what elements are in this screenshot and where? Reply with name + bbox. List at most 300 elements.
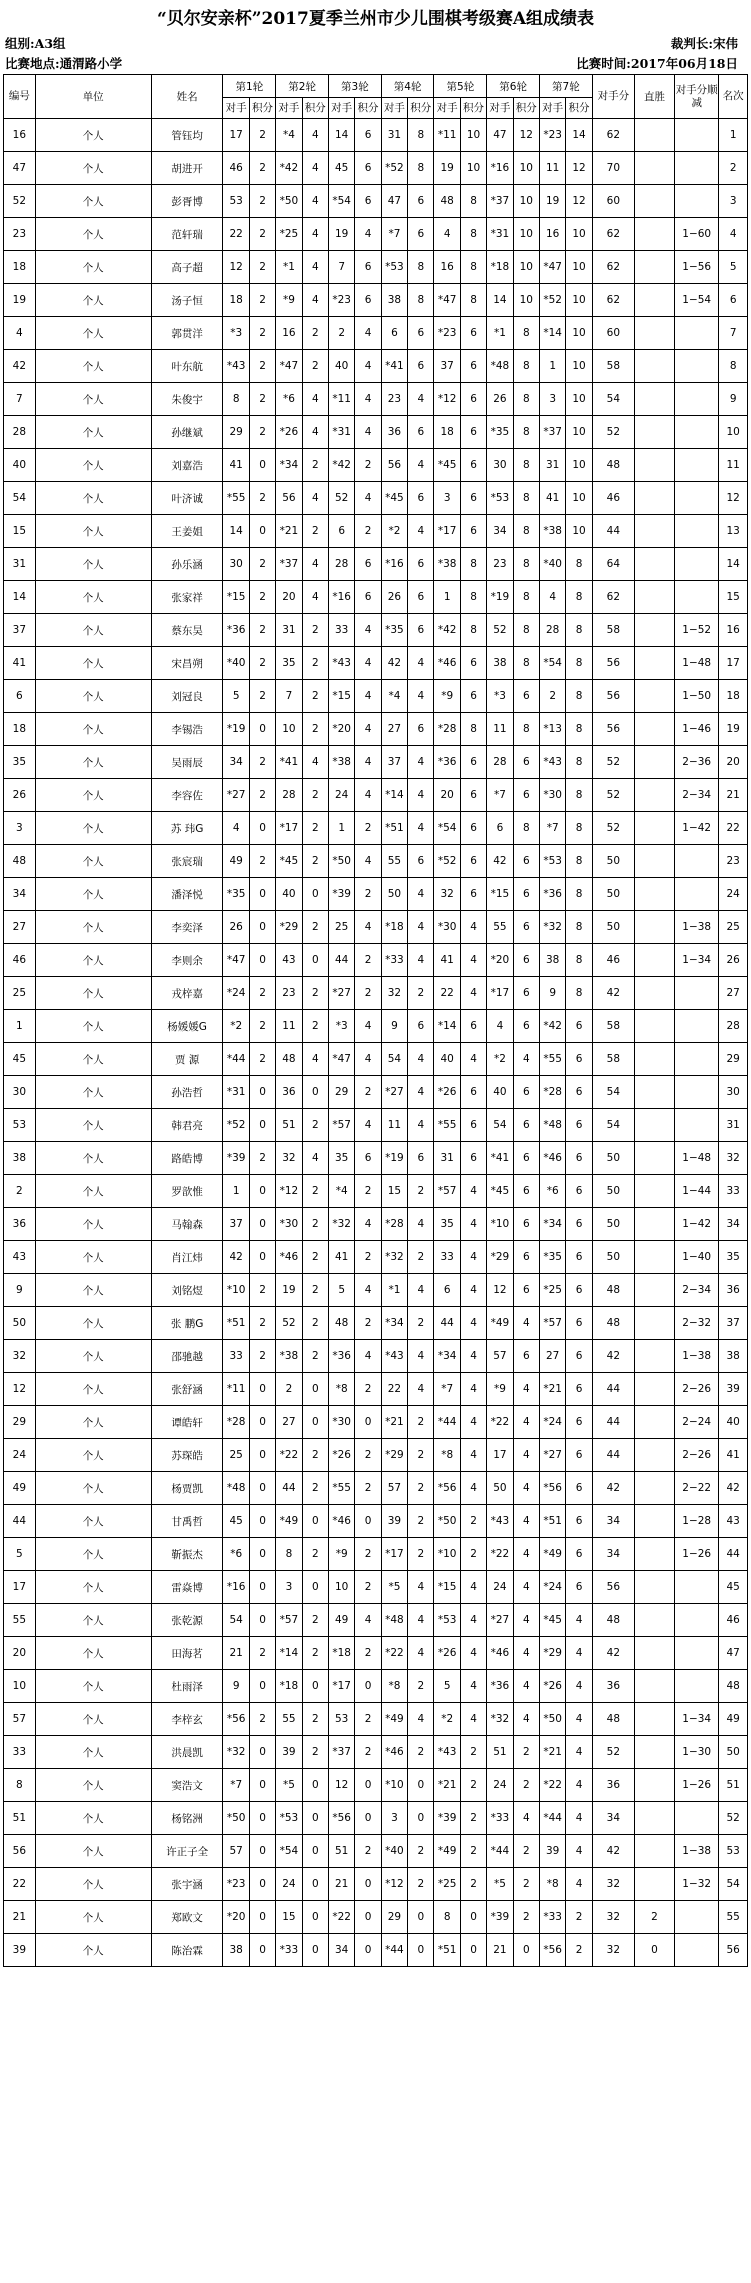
cell-r6-pts: 6	[513, 779, 539, 812]
cell-r3-pts: 0	[355, 1769, 381, 1802]
cell-r4-pts: 2	[408, 1505, 434, 1538]
cell-rank: 2	[719, 152, 748, 185]
cell-r6-pts: 6	[513, 911, 539, 944]
cell-direct	[634, 1835, 674, 1868]
cell-r2-opp: *5	[276, 1769, 302, 1802]
cell-r7-opp: *53	[539, 845, 565, 878]
cell-r1-opp: *35	[223, 878, 249, 911]
cell-direct	[634, 1274, 674, 1307]
cell-r3-opp: *31	[328, 416, 354, 449]
cell-direct	[634, 1208, 674, 1241]
cell-r1-pts: 0	[249, 1868, 275, 1901]
cell-r7-pts: 4	[566, 1637, 592, 1670]
cell-r1-opp: *56	[223, 1703, 249, 1736]
cell-r5-pts: 6	[460, 317, 486, 350]
cell-r4-opp: *46	[381, 1736, 407, 1769]
cell-r5-opp: *42	[434, 614, 460, 647]
cell-r3-opp: 40	[328, 350, 354, 383]
cell-rank: 42	[719, 1472, 748, 1505]
cell-num: 55	[4, 1604, 36, 1637]
table-row	[4, 449, 748, 482]
cell-r1-pts: 0	[249, 1835, 275, 1868]
cell-r4-opp: 9	[381, 1010, 407, 1043]
cell-name: 蔡东昊	[151, 614, 223, 647]
cell-unit: 个人	[35, 1637, 151, 1670]
cell-r3-pts: 2	[355, 1241, 381, 1274]
cell-rank: 28	[719, 1010, 748, 1043]
cell-r1-pts: 0	[249, 1373, 275, 1406]
cell-unit: 个人	[35, 1538, 151, 1571]
cell-r2-pts: 4	[302, 218, 328, 251]
cell-r2-opp: *21	[276, 515, 302, 548]
cell-r5-opp: *38	[434, 548, 460, 581]
cell-r6-opp: *22	[487, 1406, 513, 1439]
cell-name: 刘冠良	[151, 680, 223, 713]
cell-opp-order: 1−44	[675, 1175, 719, 1208]
table-row	[4, 977, 748, 1010]
cell-name: 张家祥	[151, 581, 223, 614]
cell-num: 42	[4, 350, 36, 383]
cell-opp-score: 50	[592, 1142, 634, 1175]
cell-r3-pts: 4	[355, 218, 381, 251]
cell-opp-order	[675, 383, 719, 416]
cell-r5-opp: *11	[434, 119, 460, 152]
cell-unit: 个人	[35, 1571, 151, 1604]
cell-r4-pts: 2	[408, 1670, 434, 1703]
table-row	[4, 1274, 748, 1307]
cell-name: 刘嘉浩	[151, 449, 223, 482]
cell-r2-opp: 31	[276, 614, 302, 647]
cell-r7-pts: 2	[566, 1901, 592, 1934]
cell-r6-opp: 4	[487, 1010, 513, 1043]
cell-opp-order	[675, 1637, 719, 1670]
cell-r6-opp: 11	[487, 713, 513, 746]
cell-opp-order	[675, 119, 719, 152]
cell-r6-opp: *39	[487, 1901, 513, 1934]
cell-opp-order	[675, 482, 719, 515]
cell-r2-pts: 2	[302, 350, 328, 383]
cell-r7-pts: 12	[566, 152, 592, 185]
cell-r2-pts: 2	[302, 317, 328, 350]
cell-opp-order: 1−34	[675, 944, 719, 977]
cell-opp-order	[675, 350, 719, 383]
cell-r2-opp: 11	[276, 1010, 302, 1043]
cell-name: 杨媛媛G	[151, 1010, 223, 1043]
cell-r1-pts: 2	[249, 581, 275, 614]
col-round-3: 第3轮	[328, 75, 381, 98]
cell-r7-pts: 8	[566, 746, 592, 779]
cell-r3-opp: 28	[328, 548, 354, 581]
cell-r2-pts: 2	[302, 1274, 328, 1307]
cell-opp-order: 2−34	[675, 779, 719, 812]
cell-opp-order	[675, 416, 719, 449]
cell-opp-order: 2−34	[675, 1274, 719, 1307]
cell-name: 韩君亮	[151, 1109, 223, 1142]
cell-r5-pts: 4	[460, 1439, 486, 1472]
cell-r4-opp: *18	[381, 911, 407, 944]
cell-r7-pts: 8	[566, 713, 592, 746]
cell-direct	[634, 1406, 674, 1439]
table-row	[4, 1406, 748, 1439]
cell-name: 张舒涵	[151, 1373, 223, 1406]
cell-r7-opp: *21	[539, 1373, 565, 1406]
cell-opp-score: 50	[592, 911, 634, 944]
cell-r1-pts: 2	[249, 845, 275, 878]
cell-unit: 个人	[35, 1505, 151, 1538]
cell-r6-opp: 40	[487, 1076, 513, 1109]
col-round-2: 第2轮	[276, 75, 329, 98]
cell-r6-opp: 47	[487, 119, 513, 152]
cell-r5-opp: 48	[434, 185, 460, 218]
cell-name: 陈治霖	[151, 1934, 223, 1967]
cell-r1-opp: 46	[223, 152, 249, 185]
cell-r3-opp: 48	[328, 1307, 354, 1340]
cell-r5-opp: 44	[434, 1307, 460, 1340]
cell-r5-pts: 2	[460, 1868, 486, 1901]
cell-r2-pts: 2	[302, 1439, 328, 1472]
cell-r2-opp: *38	[276, 1340, 302, 1373]
cell-r3-opp: *9	[328, 1538, 354, 1571]
table-row	[4, 1538, 748, 1571]
cell-unit: 个人	[35, 977, 151, 1010]
cell-r6-opp: *15	[487, 878, 513, 911]
cell-r1-pts: 0	[249, 1505, 275, 1538]
cell-num: 8	[4, 1769, 36, 1802]
cell-unit: 个人	[35, 1901, 151, 1934]
cell-r5-opp: 16	[434, 251, 460, 284]
cell-r4-opp: *53	[381, 251, 407, 284]
cell-unit: 个人	[35, 152, 151, 185]
cell-r3-pts: 0	[355, 1901, 381, 1934]
cell-r2-pts: 2	[302, 1637, 328, 1670]
cell-unit: 个人	[35, 1835, 151, 1868]
cell-r7-pts: 10	[566, 284, 592, 317]
cell-opp-order	[675, 317, 719, 350]
cell-unit: 个人	[35, 845, 151, 878]
cell-r6-opp: 54	[487, 1109, 513, 1142]
cell-r7-pts: 8	[566, 680, 592, 713]
cell-opp-score: 70	[592, 152, 634, 185]
cell-r6-opp: 28	[487, 746, 513, 779]
cell-r6-pts: 4	[513, 1802, 539, 1835]
cell-num: 27	[4, 911, 36, 944]
cell-r4-pts: 4	[408, 1571, 434, 1604]
cell-r4-opp: 31	[381, 119, 407, 152]
cell-r5-pts: 4	[460, 977, 486, 1010]
cell-r7-opp: *28	[539, 1076, 565, 1109]
cell-num: 18	[4, 713, 36, 746]
cell-r7-pts: 8	[566, 878, 592, 911]
cell-r2-pts: 2	[302, 1241, 328, 1274]
cell-r5-pts: 6	[460, 812, 486, 845]
cell-r4-pts: 2	[408, 1439, 434, 1472]
cell-r2-opp: *50	[276, 185, 302, 218]
cell-r1-pts: 0	[249, 1670, 275, 1703]
cell-r7-pts: 8	[566, 779, 592, 812]
cell-num: 35	[4, 746, 36, 779]
cell-r7-pts: 8	[566, 647, 592, 680]
cell-opp-score: 52	[592, 779, 634, 812]
cell-r2-opp: *25	[276, 218, 302, 251]
cell-r5-pts: 2	[460, 1736, 486, 1769]
cell-r4-opp: *41	[381, 350, 407, 383]
cell-r7-opp: *27	[539, 1439, 565, 1472]
cell-name: 谭皓轩	[151, 1406, 223, 1439]
cell-r5-opp: *28	[434, 713, 460, 746]
cell-r4-opp: *10	[381, 1769, 407, 1802]
cell-unit: 个人	[35, 1208, 151, 1241]
cell-r7-opp: *6	[539, 1175, 565, 1208]
cell-r3-opp: *55	[328, 1472, 354, 1505]
cell-r1-opp: 29	[223, 416, 249, 449]
cell-direct	[634, 1472, 674, 1505]
cell-r7-opp: *22	[539, 1769, 565, 1802]
cell-unit: 个人	[35, 1373, 151, 1406]
cell-r6-opp: 26	[487, 383, 513, 416]
cell-r2-opp: 35	[276, 647, 302, 680]
cell-r2-pts: 0	[302, 1868, 328, 1901]
cell-r7-pts: 4	[566, 1703, 592, 1736]
cell-r3-opp: *39	[328, 878, 354, 911]
cell-opp-order: 1−48	[675, 1142, 719, 1175]
cell-direct	[634, 1043, 674, 1076]
cell-r3-opp: *54	[328, 185, 354, 218]
cell-r2-pts: 0	[302, 1406, 328, 1439]
cell-r3-pts: 4	[355, 713, 381, 746]
cell-r2-pts: 2	[302, 1208, 328, 1241]
cell-opp-score: 32	[592, 1901, 634, 1934]
cell-r1-opp: 4	[223, 812, 249, 845]
cell-direct	[634, 317, 674, 350]
cell-r3-pts: 2	[355, 1835, 381, 1868]
cell-r3-pts: 0	[355, 1406, 381, 1439]
cell-opp-order: 1−38	[675, 1835, 719, 1868]
cell-r1-opp: *6	[223, 1538, 249, 1571]
cell-num: 44	[4, 1505, 36, 1538]
cell-r7-pts: 8	[566, 845, 592, 878]
cell-direct	[634, 482, 674, 515]
cell-r6-opp: 17	[487, 1439, 513, 1472]
cell-r2-pts: 4	[302, 119, 328, 152]
cell-opp-score: 58	[592, 350, 634, 383]
cell-unit: 个人	[35, 1934, 151, 1967]
cell-r1-opp: *39	[223, 1142, 249, 1175]
cell-r4-opp: *19	[381, 1142, 407, 1175]
cell-r2-opp: *6	[276, 383, 302, 416]
cell-opp-score: 48	[592, 1604, 634, 1637]
cell-r6-opp: 42	[487, 845, 513, 878]
table-row	[4, 1604, 748, 1637]
cell-r3-opp: 34	[328, 1934, 354, 1967]
cell-r1-opp: *15	[223, 581, 249, 614]
cell-r3-pts: 4	[355, 350, 381, 383]
cell-opp-order	[675, 845, 719, 878]
cell-direct	[634, 1868, 674, 1901]
cell-r5-pts: 6	[460, 383, 486, 416]
cell-r4-opp: 29	[381, 1901, 407, 1934]
cell-name: 靳振杰	[151, 1538, 223, 1571]
cell-r6-pts: 6	[513, 977, 539, 1010]
cell-r4-opp: *48	[381, 1604, 407, 1637]
cell-r7-pts: 6	[566, 1571, 592, 1604]
cell-r1-pts: 0	[249, 1406, 275, 1439]
cell-r7-pts: 6	[566, 1406, 592, 1439]
cell-r1-pts: 2	[249, 1340, 275, 1373]
cell-r4-pts: 6	[408, 713, 434, 746]
cell-r1-opp: *47	[223, 944, 249, 977]
cell-unit: 个人	[35, 515, 151, 548]
cell-r1-opp: 26	[223, 911, 249, 944]
cell-r7-pts: 12	[566, 185, 592, 218]
cell-name: 朱俊宇	[151, 383, 223, 416]
cell-opp-score: 54	[592, 383, 634, 416]
cell-num: 43	[4, 1241, 36, 1274]
cell-r7-pts: 6	[566, 1142, 592, 1175]
cell-r4-pts: 2	[408, 1175, 434, 1208]
cell-r6-pts: 2	[513, 1769, 539, 1802]
cell-r1-pts: 2	[249, 548, 275, 581]
cell-name: 李梓玄	[151, 1703, 223, 1736]
cell-r2-opp: *26	[276, 416, 302, 449]
cell-r5-opp: 40	[434, 1043, 460, 1076]
cell-direct: 0	[634, 1934, 674, 1967]
cell-r7-opp: *50	[539, 1703, 565, 1736]
cell-r4-opp: *22	[381, 1637, 407, 1670]
cell-unit: 个人	[35, 383, 151, 416]
cell-r5-opp: *56	[434, 1472, 460, 1505]
cell-r4-pts: 6	[408, 845, 434, 878]
cell-r3-opp: *16	[328, 581, 354, 614]
cell-r7-opp: *24	[539, 1406, 565, 1439]
cell-direct	[634, 1769, 674, 1802]
cell-r5-pts: 6	[460, 350, 486, 383]
cell-r1-opp: 12	[223, 251, 249, 284]
cell-opp-score: 44	[592, 1373, 634, 1406]
cell-r7-opp: *13	[539, 713, 565, 746]
cell-r2-pts: 0	[302, 1571, 328, 1604]
cell-r6-pts: 8	[513, 515, 539, 548]
cell-r6-opp: *33	[487, 1802, 513, 1835]
cell-rank: 29	[719, 1043, 748, 1076]
cell-r3-opp: *3	[328, 1010, 354, 1043]
cell-opp-score: 54	[592, 1109, 634, 1142]
cell-r6-pts: 6	[513, 845, 539, 878]
cell-num: 36	[4, 1208, 36, 1241]
cell-r3-pts: 6	[355, 152, 381, 185]
cell-direct	[634, 1307, 674, 1340]
cell-r7-opp: 38	[539, 944, 565, 977]
cell-r5-pts: 4	[460, 1406, 486, 1439]
cell-direct	[634, 944, 674, 977]
cell-r5-pts: 8	[460, 185, 486, 218]
cell-num: 33	[4, 1736, 36, 1769]
cell-r2-pts: 0	[302, 1835, 328, 1868]
cell-r5-opp: 32	[434, 878, 460, 911]
cell-r3-opp: 12	[328, 1769, 354, 1802]
cell-r4-pts: 8	[408, 251, 434, 284]
cell-r6-pts: 8	[513, 350, 539, 383]
cell-r5-opp: 33	[434, 1241, 460, 1274]
cell-r6-pts: 4	[513, 1043, 539, 1076]
cell-r4-pts: 6	[408, 1142, 434, 1175]
cell-unit: 个人	[35, 713, 151, 746]
cell-name: 高子超	[151, 251, 223, 284]
cell-r5-pts: 4	[460, 1274, 486, 1307]
cell-r3-pts: 4	[355, 1274, 381, 1307]
cell-r1-pts: 0	[249, 1571, 275, 1604]
cell-r1-pts: 2	[249, 218, 275, 251]
cell-unit: 个人	[35, 1703, 151, 1736]
cell-r2-opp: 44	[276, 1472, 302, 1505]
cell-r1-opp: *52	[223, 1109, 249, 1142]
cell-r7-pts: 10	[566, 317, 592, 350]
cell-r2-pts: 2	[302, 515, 328, 548]
table-row	[4, 581, 748, 614]
cell-r1-pts: 0	[249, 1076, 275, 1109]
cell-direct	[634, 680, 674, 713]
cell-r3-opp: 10	[328, 1571, 354, 1604]
cell-unit: 个人	[35, 251, 151, 284]
cell-direct	[634, 383, 674, 416]
cell-opp-score: 58	[592, 1010, 634, 1043]
cell-rank: 48	[719, 1670, 748, 1703]
cell-direct	[634, 581, 674, 614]
cell-r5-opp: *51	[434, 1934, 460, 1967]
cell-r5-pts: 8	[460, 581, 486, 614]
cell-r7-opp: *46	[539, 1142, 565, 1175]
cell-r6-opp: 50	[487, 1472, 513, 1505]
cell-r2-opp: 56	[276, 482, 302, 515]
cell-rank: 26	[719, 944, 748, 977]
cell-r3-opp: 24	[328, 779, 354, 812]
cell-r4-opp: 50	[381, 878, 407, 911]
cell-unit: 个人	[35, 1769, 151, 1802]
cell-rank: 32	[719, 1142, 748, 1175]
cell-r6-opp: *36	[487, 1670, 513, 1703]
cell-r4-opp: *2	[381, 515, 407, 548]
cell-r7-pts: 6	[566, 1241, 592, 1274]
cell-r7-pts: 8	[566, 911, 592, 944]
cell-direct	[634, 119, 674, 152]
cell-r7-pts: 6	[566, 1439, 592, 1472]
table-row	[4, 1571, 748, 1604]
cell-r2-pts: 2	[302, 1538, 328, 1571]
cell-r6-opp: 23	[487, 548, 513, 581]
cell-r1-opp: *31	[223, 1076, 249, 1109]
cell-opp-order	[675, 878, 719, 911]
cell-r1-pts: 2	[249, 152, 275, 185]
cell-r3-opp: *8	[328, 1373, 354, 1406]
cell-r2-opp: *49	[276, 1505, 302, 1538]
cell-opp-order: 2−26	[675, 1439, 719, 1472]
cell-r3-opp: *56	[328, 1802, 354, 1835]
cell-opp-order: 1−26	[675, 1538, 719, 1571]
cell-name: 郑欧文	[151, 1901, 223, 1934]
cell-r3-opp: 5	[328, 1274, 354, 1307]
cell-opp-score: 50	[592, 1241, 634, 1274]
cell-num: 5	[4, 1538, 36, 1571]
cell-r2-opp: *22	[276, 1439, 302, 1472]
cell-opp-order	[675, 1934, 719, 1967]
cell-r7-pts: 6	[566, 1208, 592, 1241]
cell-r1-pts: 2	[249, 1703, 275, 1736]
cell-r3-opp: 52	[328, 482, 354, 515]
cell-direct	[634, 1637, 674, 1670]
cell-r4-opp: 54	[381, 1043, 407, 1076]
table-row	[4, 1769, 748, 1802]
cell-r7-pts: 6	[566, 1109, 592, 1142]
col-pts: 积分	[302, 98, 328, 119]
